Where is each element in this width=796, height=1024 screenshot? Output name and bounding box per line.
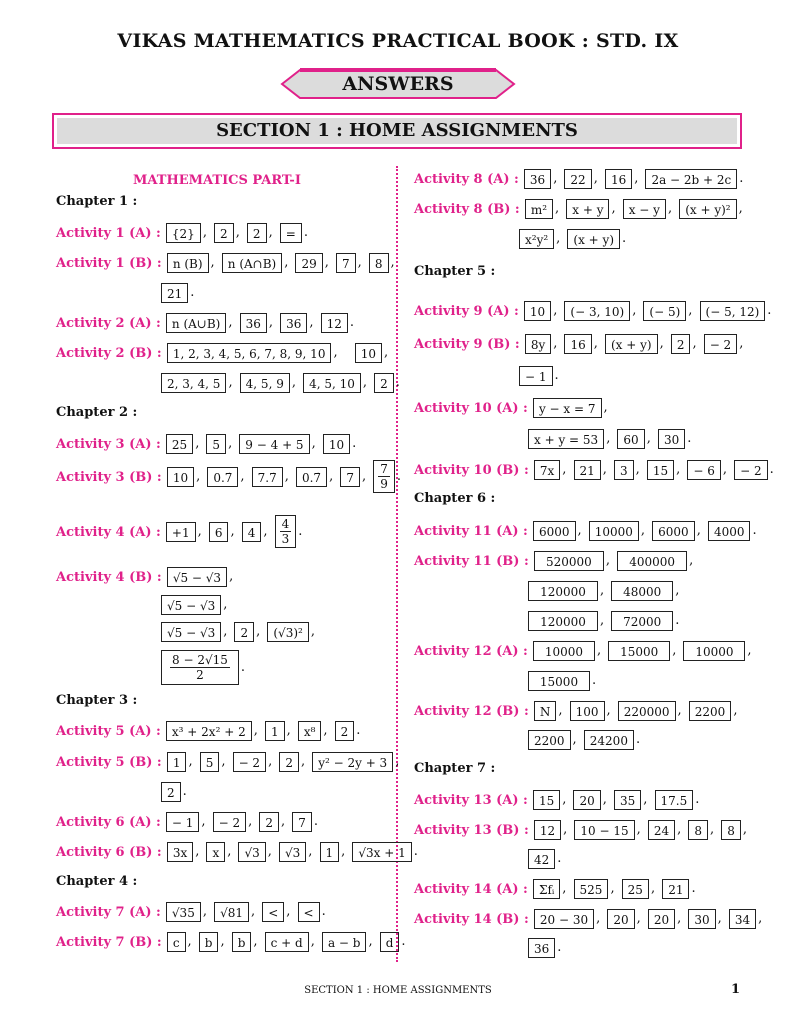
answer-box: 2200: [528, 730, 571, 750]
answer-box: − 2: [704, 334, 738, 354]
answer-box: 10000: [589, 521, 639, 541]
answer-box: 15000: [528, 671, 590, 691]
fraction-box: [161, 650, 239, 685]
activity-11a: Activity 11 (A) : 6000 , 10000 , 6000 , 4000 .: [414, 520, 759, 541]
answer-box: n (A∪B): [166, 313, 226, 333]
answer-box: √81: [214, 902, 249, 922]
section-heading: SECTION 1 : HOME ASSIGNMENTS: [57, 118, 737, 144]
chapter-heading: Chapter 4 :: [56, 874, 138, 889]
answer-box: 24200: [584, 730, 634, 750]
activity-label: Activity 1 (A) :: [56, 226, 161, 241]
activity-9a: Activity 9 (A) : 10 , (− 3, 10) , (− 5) , (− 5, 12) .: [414, 300, 773, 321]
answer-box: 2: [335, 721, 355, 741]
answer-box: n (B): [167, 253, 209, 273]
answer-box: 2, 3, 4, 5: [161, 373, 226, 393]
activity-label: Activity 11 (A) :: [414, 524, 528, 539]
answer-box: 36: [524, 169, 551, 189]
activity-12a: Activity 12 (A) : 10000 , 15000 , 10000 ,: [414, 640, 754, 661]
answer-box: 7x: [534, 460, 560, 480]
page-title: VIKAS MATHEMATICS PRACTICAL BOOK : STD. IX: [117, 30, 679, 52]
fraction-numerator: 4: [281, 517, 290, 531]
answer-box: − 2: [734, 460, 768, 480]
activity-11b-cont: 120000 , 48000 ,: [528, 580, 681, 601]
activity-9b: Activity 9 (B) : 8y , 16 , (x + y) , 2 , − 2 ,: [414, 333, 745, 354]
answer-box: c: [167, 932, 186, 952]
answer-box: 25: [166, 434, 193, 454]
activity-label: Activity 3 (B) :: [56, 470, 162, 485]
answer-box: 8: [369, 253, 389, 273]
activity-4b-cont3: $\frac{8 - 2√15}{2}$ .: [161, 650, 247, 685]
answer-box: √5 − √3: [161, 595, 221, 615]
part-heading: MATHEMATICS PART-I: [133, 173, 301, 188]
answer-box: 2: [247, 223, 267, 243]
activity-1a: Activity 1 (A) : {2} , 2 , 2 , = .: [56, 222, 310, 243]
answer-box: √5 − √3: [167, 567, 227, 587]
answer-box: N: [534, 701, 557, 721]
answer-box: 36: [280, 313, 307, 333]
activity-label: Activity 10 (A) :: [414, 401, 528, 416]
answer-box: 36: [240, 313, 267, 333]
activity-4b-cont2: √5 − √3 , 2 , (√3)² ,: [161, 621, 317, 642]
answer-box: (x + y): [567, 229, 620, 249]
answer-box: y − x = 7: [533, 398, 602, 418]
activity-label: Activity 8 (A) :: [414, 172, 519, 187]
activity-1b-cont: 21 .: [161, 282, 196, 303]
answer-box: b: [232, 932, 252, 952]
answer-box: 1: [265, 721, 285, 741]
answer-box: 35: [614, 790, 641, 810]
answer-box: (x + y): [605, 334, 658, 354]
activity-3b: Activity 3 (B) : 10 , 0.7̇ , 7.7̇ , 0.7̇ , 7 , $\frac{7}{9}$ .: [56, 462, 401, 491]
answer-box: 10: [524, 301, 551, 321]
activity-label: Activity 13 (A) :: [414, 793, 528, 808]
answer-box: +1: [166, 522, 196, 542]
answer-box: 9 − 4 + 5: [239, 434, 309, 454]
answer-box: 0.7̇: [207, 467, 238, 487]
activity-5b-cont: 2 .: [161, 781, 189, 802]
answer-box: 60: [617, 429, 644, 449]
answer-box: 10: [323, 434, 350, 454]
activity-label: Activity 12 (A) :: [414, 644, 528, 659]
activity-label: Activity 14 (A) :: [414, 882, 528, 897]
answer-box: c + d: [265, 932, 309, 952]
activity-9b-cont: − 1 .: [519, 365, 561, 386]
answer-box: 525: [574, 879, 609, 899]
answer-box: x²y²: [519, 229, 554, 249]
chapter-heading: Chapter 2 :: [56, 405, 138, 420]
activity-14b: Activity 14 (B) : 20 − 30 , 20 , 20 , 30 , 34 ,: [414, 908, 764, 929]
activity-10a: Activity 10 (A) : y − x = 7 ,: [414, 397, 610, 418]
answer-box: 16: [605, 169, 632, 189]
answer-box: 120000: [528, 611, 598, 631]
activity-label: Activity 3 (A) :: [56, 437, 161, 452]
answer-box: 20: [607, 909, 634, 929]
answer-box: √3x + 1: [352, 842, 411, 862]
answer-box: 30: [658, 429, 685, 449]
answer-box: 1: [320, 842, 340, 862]
chapter-heading: Chapter 3 :: [56, 693, 138, 708]
answer-box: 1, 2, 3, 4, 5, 6, 7, 8, 9, 10: [167, 343, 332, 363]
answer-box: 2: [234, 622, 254, 642]
chapter-heading: Chapter 7 :: [414, 761, 496, 776]
answer-box: 15: [647, 460, 674, 480]
answer-box: n (A∩B): [222, 253, 282, 273]
activity-label: Activity 4 (A) :: [56, 525, 161, 540]
answer-box: 5: [206, 434, 226, 454]
answer-box: 15: [533, 790, 560, 810]
answer-box: √3: [279, 842, 306, 862]
answer-box: 17.5: [655, 790, 694, 810]
footer-text: SECTION 1 : HOME ASSIGNMENTS: [304, 985, 492, 996]
activity-14a: Activity 14 (A) : Σfᵢ , 525 , 25 , 21 .: [414, 878, 698, 899]
answer-box: − 1: [519, 366, 553, 386]
answer-box: 2: [259, 812, 279, 832]
answer-box: 7: [340, 467, 360, 487]
activity-7b: Activity 7 (B) : c , b , b , c + d , a − b , d .: [56, 931, 408, 952]
activity-label: Activity 2 (B) :: [56, 346, 162, 361]
answer-box: x + y = 53: [528, 429, 604, 449]
activity-2b-cont: 2, 3, 4, 5 , 4, 5, 9 , 4, 5, 10 , 2 .: [161, 372, 402, 393]
answer-box: 42: [528, 849, 555, 869]
answer-box: 7: [292, 812, 312, 832]
activity-label: Activity 4 (B) :: [56, 570, 162, 585]
activity-13b: Activity 13 (B) : 12 , 10 − 15 , 24 , 8 , 8 ,: [414, 819, 749, 840]
activity-13a: Activity 13 (A) : 15 , 20 , 35 , 17.5 .: [414, 789, 701, 810]
fraction-denominator: 9: [380, 477, 388, 491]
activity-label: Activity 14 (B) :: [414, 912, 529, 927]
page-number: 1: [731, 982, 741, 997]
answer-box: 2200: [689, 701, 732, 721]
answer-box: 3: [614, 460, 634, 480]
activity-label: Activity 1 (B) :: [56, 256, 162, 271]
answer-box: 6: [209, 522, 229, 542]
answer-box: − 6: [687, 460, 721, 480]
activity-5b: Activity 5 (B) : 1 , 5 , − 2 , 2 , y² − 2y + 3 ,: [56, 751, 401, 772]
fraction-denominator: 3: [281, 532, 290, 546]
answer-box: 520000: [534, 551, 604, 571]
answer-box: 48000: [611, 581, 673, 601]
activity-12a-cont: 15000 .: [528, 670, 598, 691]
activity-8b-cont: x²y² , (x + y) .: [519, 228, 628, 249]
answer-box: 4, 5, 9: [240, 373, 290, 393]
fraction-numerator: 7: [380, 462, 388, 476]
activity-10a-cont: x + y = 53 , 60 , 30 .: [528, 428, 693, 449]
activity-label: Activity 12 (B) :: [414, 704, 529, 719]
answer-box: 21: [574, 460, 601, 480]
answer-box: 10000: [533, 641, 595, 661]
answer-box: − 2: [233, 752, 267, 772]
answer-box: − 2: [213, 812, 247, 832]
activity-label: Activity 9 (A) :: [414, 304, 519, 319]
answer-box: x + y: [566, 199, 609, 219]
answer-box: a − b: [322, 932, 367, 952]
activity-label: Activity 8 (B) :: [414, 202, 520, 217]
answer-box: 22: [564, 169, 591, 189]
answer-box: 2: [374, 373, 394, 393]
fraction-box: [373, 460, 395, 493]
activity-11b: Activity 11 (B) : 520000 , 400000 ,: [414, 550, 695, 571]
activity-7a: Activity 7 (A) : √35 , √81 , < , < .: [56, 901, 328, 922]
activity-label: Activity 6 (B) :: [56, 845, 162, 860]
answer-box: 2: [671, 334, 691, 354]
answer-box: =: [280, 223, 302, 243]
activity-3a: Activity 3 (A) : 25 , 5 , 9 − 4 + 5 , 10 .: [56, 433, 358, 454]
activity-label: Activity 2 (A) :: [56, 316, 161, 331]
answers-banner: [280, 68, 516, 100]
answer-box: d: [380, 932, 400, 952]
answer-box: 10 − 15: [574, 820, 634, 840]
activity-label: Activity 6 (A) :: [56, 815, 161, 830]
answer-box: − 1: [166, 812, 200, 832]
answer-box: 220000: [618, 701, 676, 721]
activity-8a: Activity 8 (A) : 36 , 22 , 16 , 2a − 2b + 2c .: [414, 168, 745, 189]
fraction-denominator: 2: [196, 668, 204, 682]
fraction-numerator: 8 − 2√15: [172, 653, 228, 667]
activity-label: Activity 11 (B) :: [414, 554, 529, 569]
answer-box: x⁸: [298, 721, 322, 741]
activity-label: Activity 7 (B) :: [56, 935, 162, 950]
answer-box: x: [206, 842, 225, 862]
activity-2a: Activity 2 (A) : n (A∪B) , 36 , 36 , 12 .: [56, 312, 356, 333]
activity-2b: Activity 2 (B) : 1, 2, 3, 4, 5, 6, 7, 8, 9, 10 , 10 ,: [56, 342, 390, 363]
answer-box: 36: [528, 938, 555, 958]
activity-label: Activity 5 (A) :: [56, 724, 161, 739]
answer-box: 12: [534, 820, 561, 840]
answer-box: √3: [238, 842, 265, 862]
answer-box: 4: [242, 522, 262, 542]
answer-box: 12: [321, 313, 348, 333]
answer-box: 7: [336, 253, 356, 273]
activity-label: Activity 13 (B) :: [414, 823, 529, 838]
answer-box: 4000: [708, 521, 751, 541]
activity-8b: Activity 8 (B) : m² , x + y , x − y , (x + y)² ,: [414, 198, 745, 219]
answer-box: 10: [355, 343, 382, 363]
answer-box: 8: [688, 820, 708, 840]
answer-box: 2: [214, 223, 234, 243]
activity-5a: Activity 5 (A) : x³ + 2x² + 2 , 1 , x⁸ , 2 .: [56, 720, 362, 741]
answer-box: 34: [729, 909, 756, 929]
answer-box: 3x: [167, 842, 193, 862]
activity-10b: Activity 10 (B) : 7x , 21 , 3 , 15 , − 6 , − 2 .: [414, 459, 776, 480]
answer-box: <: [298, 902, 320, 922]
answer-box: √35: [166, 902, 201, 922]
activity-11b-cont2: 120000 , 72000 .: [528, 610, 681, 631]
activity-4a: Activity 4 (A) : +1 , 6 , 4 , $\frac{4}{3}$ .: [56, 517, 303, 546]
answer-box: √5 − √3: [161, 622, 221, 642]
answer-box: 20: [648, 909, 675, 929]
activity-1b: Activity 1 (B) : n (B) , n (A∩B) , 29 , 7 , 8 ,: [56, 252, 397, 273]
answer-box: 1: [167, 752, 187, 772]
answer-box: 100: [570, 701, 605, 721]
answer-box: 30: [688, 909, 715, 929]
section-banner: [52, 113, 742, 149]
chapter-heading: Chapter 6 :: [414, 491, 496, 506]
answer-box: 2: [161, 782, 181, 802]
answer-box: <: [262, 902, 284, 922]
activity-4b: Activity 4 (B) : √5 − √3 ,: [56, 566, 235, 587]
answer-box: (− 5): [643, 301, 686, 321]
answer-box: 120000: [528, 581, 598, 601]
activity-label: Activity 10 (B) :: [414, 463, 529, 478]
answer-box: 24: [648, 820, 675, 840]
answer-box: 10000: [683, 641, 745, 661]
answer-box: 20 − 30: [534, 909, 594, 929]
answer-box: 0.7̇: [296, 467, 327, 487]
answer-box: 15000: [608, 641, 670, 661]
activity-6b: Activity 6 (B) : 3x , x , √3 , √3 , 1 , √3x + 1 .: [56, 841, 420, 862]
answer-box: 2a − 2b + 2c: [645, 169, 737, 189]
answer-box: 29: [295, 253, 322, 273]
activity-14b-cont: 36 .: [528, 937, 563, 958]
answer-box: (x + y)²: [679, 199, 736, 219]
chapter-heading: Chapter 5 :: [414, 264, 496, 279]
answer-box: 8: [721, 820, 741, 840]
answer-box: 25: [622, 879, 649, 899]
activity-12b-cont: 2200 , 24200 .: [528, 729, 642, 750]
answer-box: 6000: [652, 521, 695, 541]
answer-box: 16: [564, 334, 591, 354]
answer-box: 6000: [533, 521, 576, 541]
chapter-heading: Chapter 1 :: [56, 194, 138, 209]
answer-box: 400000: [617, 551, 687, 571]
answers-heading: ANSWERS: [342, 73, 454, 95]
answer-box: 20: [573, 790, 600, 810]
answer-box: {2}: [166, 223, 201, 243]
answer-box: (√3)²: [267, 622, 308, 642]
answer-box: y² − 2y + 3: [312, 752, 393, 772]
answer-box: 72000: [611, 611, 673, 631]
answer-box: 21: [161, 283, 188, 303]
activity-label: Activity 9 (B) :: [414, 337, 520, 352]
answer-box: m²: [525, 199, 553, 219]
answer-box: 8y: [525, 334, 551, 354]
answer-box: 10: [167, 467, 194, 487]
activity-13b-cont: 42 .: [528, 848, 563, 869]
activity-4b-cont: √5 − √3 ,: [161, 594, 229, 615]
activity-6a: Activity 6 (A) : − 1 , − 2 , 2 , 7 .: [56, 811, 320, 832]
answer-box: 21: [662, 879, 689, 899]
answer-box: 4, 5, 10: [303, 373, 361, 393]
answer-box: 5: [200, 752, 220, 772]
activity-label: Activity 7 (A) :: [56, 905, 161, 920]
fraction-box: [275, 515, 297, 548]
activity-label: Activity 5 (B) :: [56, 755, 162, 770]
answer-box: b: [199, 932, 219, 952]
answer-box: (− 5, 12): [700, 301, 766, 321]
answer-box: x − y: [623, 199, 666, 219]
answer-box: x³ + 2x² + 2: [166, 721, 252, 741]
answer-box: Σfᵢ: [533, 879, 560, 899]
answer-box: (− 3, 10): [564, 301, 630, 321]
answer-box: 2: [279, 752, 299, 772]
answer-box: 7.7̇: [252, 467, 283, 487]
activity-12b: Activity 12 (B) : N , 100 , 220000 , 2200 ,: [414, 700, 739, 721]
